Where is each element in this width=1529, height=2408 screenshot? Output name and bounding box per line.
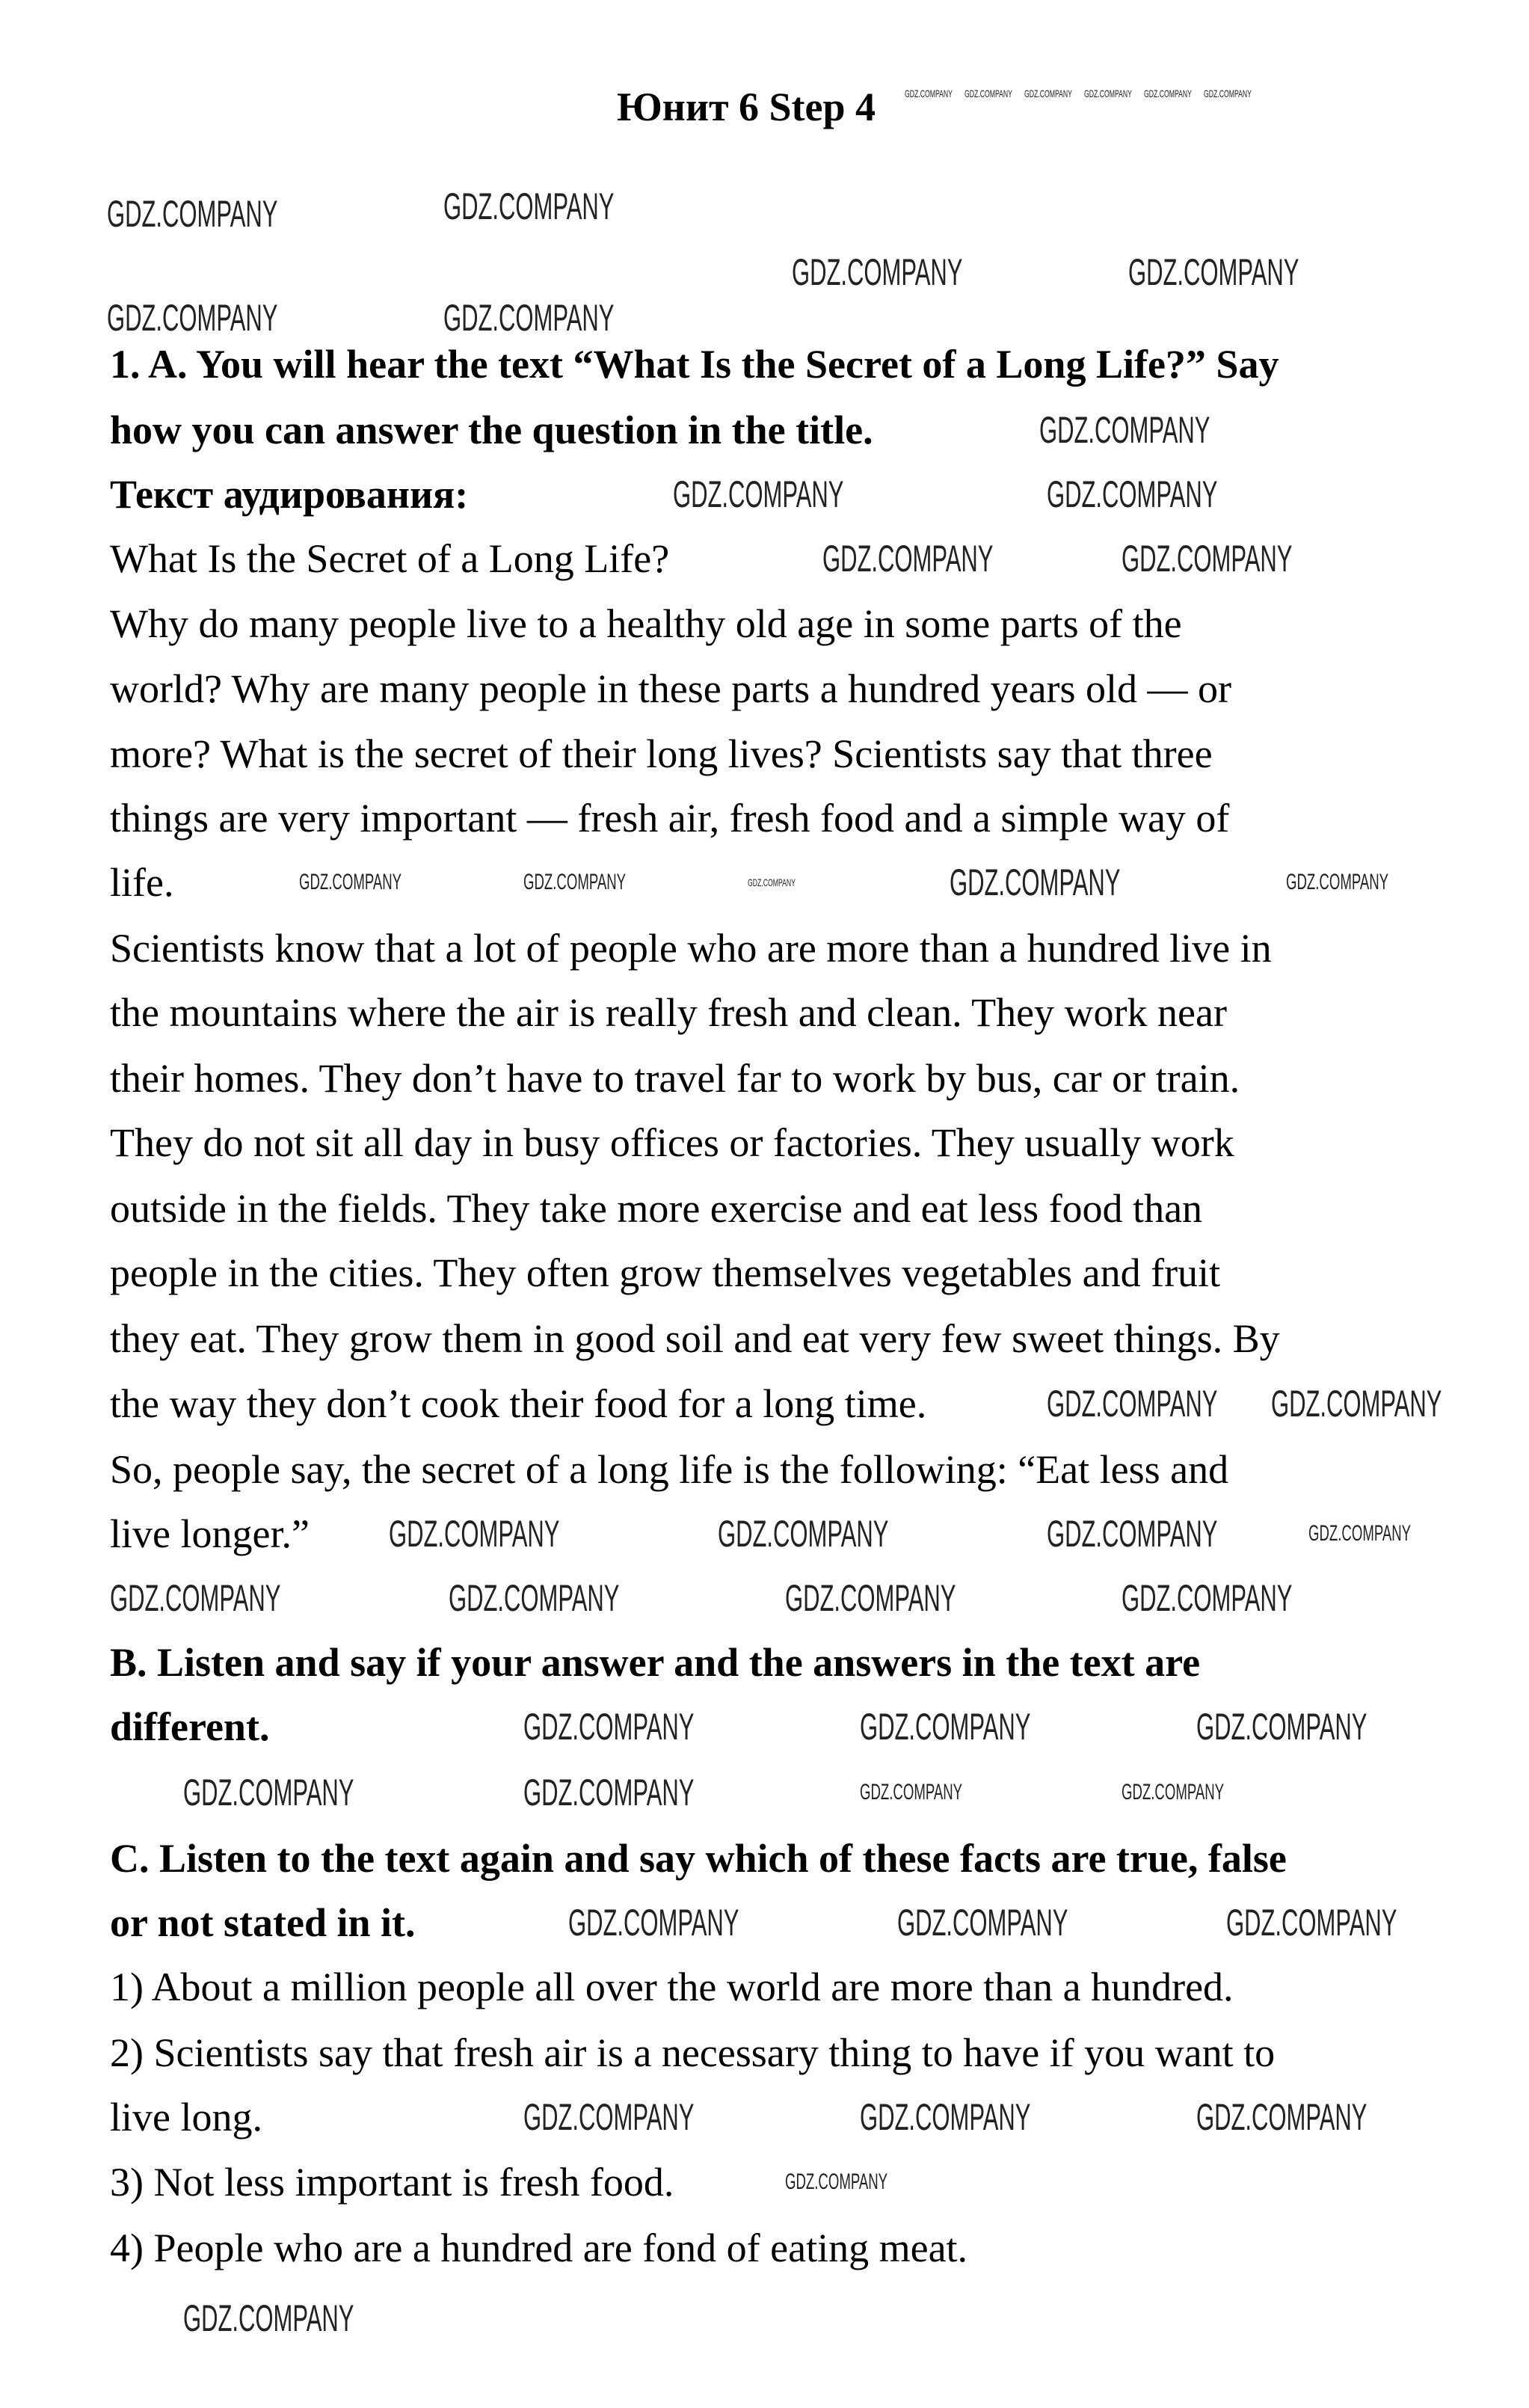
task-c-statement: 1) About a million people all over the world are more than a hundred. (110, 1965, 1234, 2009)
watermark: GDZ.COMPANY (860, 1780, 963, 1805)
watermark: GDZ.COMPANY (443, 185, 615, 227)
watermark: GDZ.COMPANY (718, 1513, 889, 1555)
watermark: GDZ.COMPANY (183, 2297, 354, 2339)
watermark: GDZ.COMPANY (785, 1577, 956, 1619)
watermark: GDZ.COMPANY (748, 876, 796, 888)
watermark: GDZ.COMPANY (1122, 1780, 1225, 1805)
watermark: GDZ.COMPANY (523, 1772, 695, 1813)
listening-text-line: the way they don’t cook their food for a long time. (110, 1381, 927, 1426)
listening-text-line: people in the cities. They often grow themselves vegetables and fruit (110, 1250, 1221, 1295)
watermark: GDZ.COMPANY (183, 1772, 354, 1813)
watermark: GDZ.COMPANY (523, 1706, 695, 1748)
watermark: GDZ.COMPANY (965, 87, 1012, 99)
watermark: GDZ.COMPANY (1308, 1521, 1412, 1546)
listening-text-line: Why do many people live to a healthy old age in some parts of the (110, 601, 1182, 646)
task-b-instruction-line: B. Listen and say if your answer and the answers in the text are (110, 1640, 1201, 1685)
watermark: GDZ.COMPANY (950, 861, 1121, 903)
watermark: GDZ.COMPANY (785, 2169, 888, 2194)
watermark: GDZ.COMPANY (443, 297, 615, 339)
watermark: GDZ.COMPANY (299, 870, 402, 894)
watermark: GDZ.COMPANY (1128, 251, 1299, 293)
watermark: GDZ.COMPANY (1204, 87, 1252, 99)
watermark: GDZ.COMPANY (1047, 473, 1218, 515)
watermark: GDZ.COMPANY (792, 251, 963, 293)
task-a-subheading: Текст аудирования: (110, 472, 469, 517)
watermark: GDZ.COMPANY (1271, 1383, 1442, 1425)
listening-text-line: life. (110, 860, 174, 905)
watermark: GDZ.COMPANY (1196, 1706, 1368, 1748)
watermark: GDZ.COMPANY (1047, 1383, 1218, 1425)
page-title: Юнит 6 Step 4 (616, 85, 876, 129)
listening-text-line: world? Why are many people in these parts a hundred years old — or (110, 666, 1232, 711)
listening-text-line: the mountains where the air is really fresh and clean. They work near (110, 990, 1227, 1035)
watermark: GDZ.COMPANY (523, 870, 627, 894)
watermark: GDZ.COMPANY (860, 1706, 1031, 1748)
listening-text-line: They do not sit all day in busy offices or factories. They usually work (110, 1120, 1234, 1165)
task-c-statement: 3) Not less important is fresh food. (110, 2160, 674, 2205)
watermark: GDZ.COMPANY (1286, 870, 1389, 894)
task-c-instruction-line: C. Listen to the text again and say which of these facts are true, false (110, 1836, 1287, 1881)
listening-text-title: What Is the Secret of a Long Life? (110, 536, 670, 581)
watermark: GDZ.COMPANY (1122, 1577, 1293, 1619)
watermark: GDZ.COMPANY (1039, 409, 1210, 451)
watermark: GDZ.COMPANY (1122, 538, 1293, 580)
watermark: GDZ.COMPANY (568, 1902, 739, 1944)
watermark: GDZ.COMPANY (1084, 87, 1132, 99)
watermark: GDZ.COMPANY (449, 1577, 620, 1619)
watermark: GDZ.COMPANY (905, 87, 953, 99)
watermark: GDZ.COMPANY (110, 1577, 281, 1619)
watermark: GDZ.COMPANY (860, 2096, 1031, 2138)
listening-text-line: outside in the fields. They take more exercise and eat less food than (110, 1186, 1203, 1231)
watermark: GDZ.COMPANY (822, 538, 994, 580)
task-c-statement: live long. (110, 2095, 262, 2140)
listening-text-line: Scientists know that a lot of people who are more than a hundred live in (110, 926, 1272, 971)
watermark: GDZ.COMPANY (1047, 1513, 1218, 1555)
watermark: GDZ.COMPANY (897, 1902, 1068, 1944)
watermark: GDZ.COMPANY (1024, 87, 1072, 99)
watermark: GDZ.COMPANY (107, 193, 278, 235)
task-c-instruction-line: or not stated in it. (110, 1900, 416, 1945)
watermark: GDZ.COMPANY (523, 2096, 695, 2138)
listening-text-line: they eat. They grow them in good soil and eat very few sweet things. By (110, 1316, 1280, 1361)
watermark: GDZ.COMPANY (1226, 1902, 1397, 1944)
listening-text-line: more? What is the secret of their long lives? Scientists say that three (110, 731, 1213, 776)
task-c-statement: 2) Scientists say that fresh air is a necessary thing to have if you want to (110, 2030, 1276, 2075)
task-c-statement: 4) People who are a hundred are fond of eating meat. (110, 2226, 968, 2270)
watermark: GDZ.COMPANY (389, 1513, 560, 1555)
task-a-instruction-line: 1. A. You will hear the text “What Is the Secret of a Long Life?” Say (110, 342, 1279, 387)
watermark: GDZ.COMPANY (1196, 2096, 1368, 2138)
listening-text-line: So, people say, the secret of a long life is the following: “Eat less and (110, 1447, 1229, 1492)
listening-text-line: things are very important — fresh air, fresh food and a simple way of (110, 796, 1230, 841)
task-b-instruction-line: different. (110, 1704, 270, 1749)
listening-text-line: live longer.” (110, 1511, 310, 1556)
task-a-instruction-line: how you can answer the question in the title. (110, 408, 873, 452)
watermark: GDZ.COMPANY (1144, 87, 1192, 99)
watermark: GDZ.COMPANY (673, 473, 844, 515)
listening-text-line: their homes. They don’t have to travel far to work by bus, car or train. (110, 1056, 1240, 1101)
watermark: GDZ.COMPANY (107, 297, 278, 339)
